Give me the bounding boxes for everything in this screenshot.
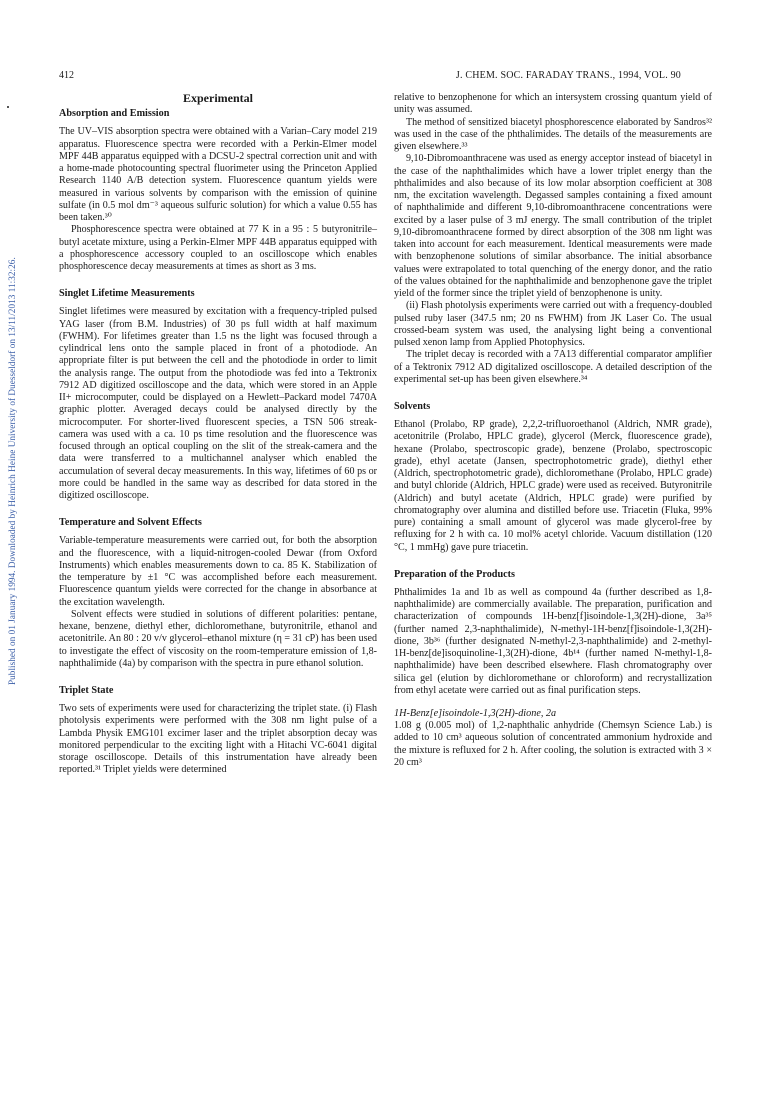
paragraph-absorption-1: The UV–VIS absorption spectra were obtained with a Varian–Cary model 219 apparatus. Fluorescence spectra were recorded with a Perkin-Elmer model MPF 44B apparatus equipped with a DCSU-2 spectral correction unit and with a home-made photocounting spectral fluorimeter using the Princeton Applied Research 1140 A/B detection system. Fluorescence quantum yields were measured in various solvents by comparison with the emission of quinine sulfate (in 0.5 mol dm⁻³ aqueous sulfuric solution) for which a value 0.55 has been taken.³⁰ — [59, 126, 377, 223]
heading-triplet-state: Triplet State — [59, 685, 114, 696]
paragraph-preparation-1: Phthalimides 1a and 1b as well as compound 4a (further described as 1,8-naphthalimide) are commercially available. The preparation, purification and characterization of compounds 1H-benz[f]isoindole-1,3(2H)-dione, 3a³⁵ (further named 2,3-naphthalimide), N-methyl-1H-benz[f]isoindole-1,3(2H)-dione, 3b³⁶ (further designated N-methyl-2,3-naphthalimide) and 2-methyl-1H-benz[de]isoquinoline-1,3(2H)-dione, 4b¹⁴ (further named N-methyl-1,8-naphthalimide) have been described elsewhere. Flash chromatography over silica gel (elution by dichloromethane or chloroform) and recrystallization from ethyl acetate were carried out as final purification steps. — [394, 586, 712, 696]
paragraph-solvents-1: Ethanol (Prolabo, RP grade), 2,2,2-trifluoroethanol (Aldrich, NMR grade), acetonitrile (Prolabo, HPLC grade), glycerol (Merck, fluorescence grade), hexane (Prolabo, spectroscopic grade), benzene (Prolabo, spectroscopic grade), ethyl acetate (Jansen, spectrophotometric grade), diethyl ether (Aldrich, spectrophotometric grade), dichloromethane (Prolabo, HPLC grade) and butyl chloride (Aldrich, HPLC grade) were used as received. Butyronitrile (Aldrich) and butyl acetate (Aldrich, HPLC grade) were purified by chromatography over alumina and distilled before use. Triacetin (Fluka, 99% pure) containing a small amount of glycerol was made glycerol-free by refluxing for 2 h with ca. 10 mol% acetyl chloride. Vacuum distillation (120 °C, 1 mmHg) gave pure triacetin. — [394, 419, 712, 553]
heading-preparation-products: Preparation of the Products — [394, 568, 516, 580]
paragraph-singlet-1: Singlet lifetimes were measured by excitation with a frequency-tripled pulsed YAG laser (from B.M. Industries) of 30 ps full width at half maximum (FWHM). For lifetimes greater than 1.5 ns the light was focused through a cylindrical lens onto the sample placed in front of a photodiode. An appropriate filter is put between the cell and the photodiode in order to limit the analysis range. The output from the photodiode was fed into a Tektronix 7912 AD digitized oscilloscope and the data, which were stored in an Apple II+ microcomputer, could be displayed on a Hewlett–Packard model 7470A graphic plotter. Averaged decays could be analysed directly by the microcomputer. For shorter-lived fluorescent species, a TSN 506 streak-camera was used with a ca. 10 ps time resolution and the fluorescence was focused through an optical coupling on the slit of the streak-camera and the data were transferred to a multichannel analyser which enabled the accumulation of several decay measurements. In this way, lifetimes of 60 ps or more could be handled in the same way as described for data stored in the digitized oscilloscope. — [59, 306, 377, 501]
paragraph-triplet-2: The method of sensitized biacetyl phosphorescence elaborated by Sandros³² was used in the case of the phthalimides. The details of the measurements are given elsewhere.³³ — [394, 116, 712, 152]
heading-compound-2a: 1H-Benz[e]isoindole-1,3(2H)-dione, 2a — [394, 708, 557, 719]
right-column — [394, 92, 712, 769]
paragraph-absorption-2: Phosphorescence spectra were obtained at 77 K in a 95 : 5 butyronitrile–butyl acetate mixture, using a Perkin-Elmer MPF 44B apparatus equipped with a phosphorescence accessory coupled to an oscilloscope which enables phosphorescence decay measurements at times as short as 3 ms. — [59, 224, 377, 272]
heading-absorption-emission: Absorption and Emission — [59, 108, 170, 120]
margin-mark — [7, 106, 9, 108]
paragraph-temperature-1: Variable-temperature measurements were carried out, for both the absorption and the fluorescence, with a liquid-nitrogen-cooled Dewar (from Oxford Instruments) which enables measurements down to ca. 85 K. Stabilization of the temperature by ±1 °C was accomplished before each measurement. Fluorescence quantum yields were corrected for the change in absorbance at the excitation wavelength. — [59, 535, 377, 608]
download-watermark-text: Published on 01 January 1994. Downloaded by Heinrich Heine University of Duesseldorf on 13/11/2013 11:32:26. — [7, 257, 17, 685]
heading-solvents: Solvents — [394, 401, 431, 412]
paragraph-triplet-3: 9,10-Dibromoanthracene was used as energy acceptor instead of biacetyl in the case of the naphthalimides which have a lower triplet energy than the phthalimides and also because of its low molar absorption coefficient at 308 nm, the excitation wavelength. Degassed samples containing a fixed amount of naphthalimide and different 9,10-dibromoanthracene concentrations were excited by a laser pulse of 3 mJ energy. The small contribution of the triplet 9,10-dibromoanthracene formed by direct absorption of the 308 nm light was taken into account for each measurement. Identical measurements were made with benzophenone solutions of similar absorbance. The initial absorbance values were extrapolated to total quenching of the energy donor, and the ratio of the values obtained for the naphthalimide and benzophenone gave the triplet yield of the former since the triplet yield of benzophenone is unity. — [394, 153, 712, 299]
heading-singlet-lifetime: Singlet Lifetime Measurements — [59, 288, 195, 300]
download-watermark — [4, 185, 20, 685]
left-column — [59, 92, 377, 777]
page-number: 412 — [59, 70, 74, 81]
running-head: J. CHEM. SOC. FARADAY TRANS., 1994, VOL. 90 — [455, 70, 681, 81]
paragraph-triplet-continued: relative to benzophenone for which an intersystem crossing quantum yield of unity was assumed. — [394, 92, 712, 116]
paragraph-triplet-1: Two sets of experiments were used for characterizing the triplet state. (i) Flash photolysis experiments were performed with the 308 nm light pulse of a Lambda Physik EMG101 excimer laser and the triplet absorption decay was monitored perpendicular to the exciting light with a Hitachi VC-6041 digital storage oscilloscope. Details of this instrumentation have already been reported.³¹ Triplet yields were determined — [59, 703, 377, 776]
paragraph-temperature-2: Solvent effects were studied in solutions of different polarities: pentane, hexane, benzene, diethyl ether, dichloromethane, butyronitrile, ethanol and acetonitrile. An 80 : 20 v/v glycerol–ethanol mixture (η = 31 cP) has been used to investigate the effect of viscosity on the room-temperature emission of 1,8-naphthalimide (4a) by comparison with the spectra in pure ethanol solution. — [59, 608, 377, 669]
paragraph-triplet-4: (ii) Flash photolysis experiments were carried out with a frequency-doubled pulsed ruby laser (347.5 nm; 20 ns FWHM) from JK Laser Co. The usual crossed-beam system was used, the analysing light being a conventional pulsed xenon lamp from Applied Photophysics. — [394, 300, 712, 348]
paragraph-triplet-5: The triplet decay is recorded with a 7A13 differential comparator amplifier of a Tektronix 7912 AD digitalized oscilloscope. A detailed description of the experimental set-up has been given elsewhere.³⁴ — [394, 349, 712, 385]
section-title-experimental: Experimental — [183, 91, 253, 105]
paragraph-compound-2a: 1.08 g (0.005 mol) of 1,2-naphthalic anhydride (Chemsyn Science Lab.) is added to 10 cm³ aqueous solution of concentrated ammonium hydroxide and the mixture is refluxed for 2 h. After cooling, the solution is extracted with 3 × 20 cm³ — [394, 720, 712, 768]
heading-temperature-solvent: Temperature and Solvent Effects — [59, 517, 202, 529]
